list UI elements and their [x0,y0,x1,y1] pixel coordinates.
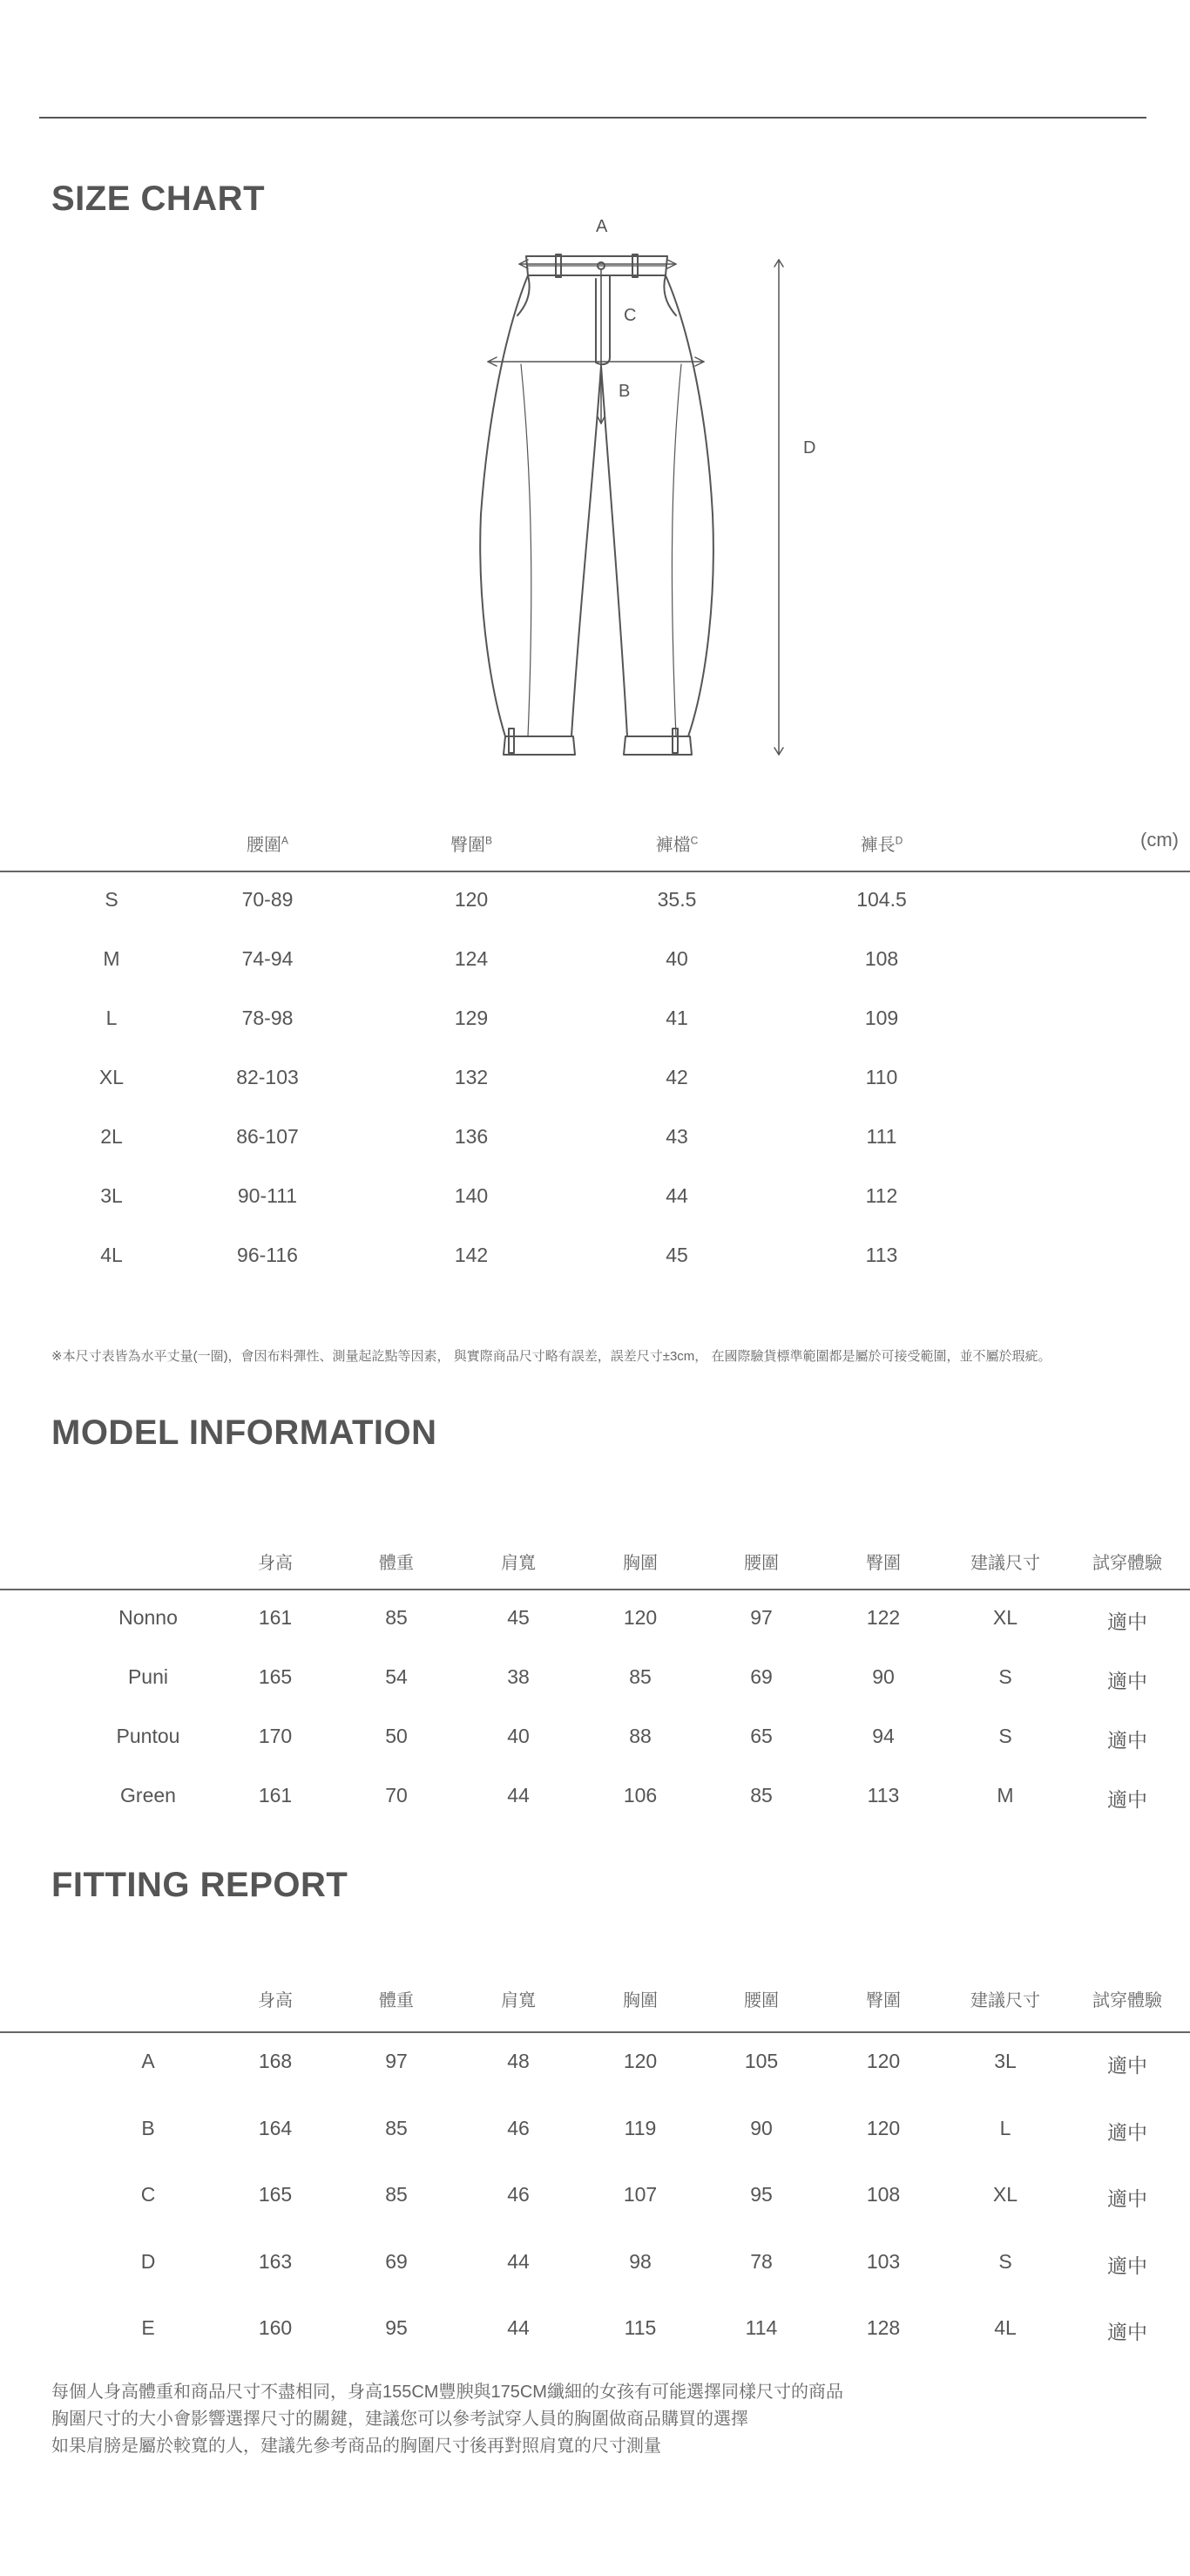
model_information-col-header: 臀圍 [866,1554,901,1573]
fitting_report-cell: 98 [629,2249,652,2273]
size-row-label: 3L [100,1184,123,1207]
model_information-row-label: Nonno [118,1606,178,1629]
size-cell: 74-94 [241,947,294,970]
size-col-header-sup: D [895,834,903,847]
fitting-note-1: 每個人身高體重和商品尺寸不盡相同，身高155CM豐腴與175CM纖細的女孩有可能選擇同樣尺寸的商品 [51,2383,843,2402]
size-unit: (cm) [1140,829,1179,851]
model_information-cell: XL [992,1606,1018,1629]
model_information-cell: 113 [867,1784,900,1807]
fitting_report-cell: 69 [385,2249,408,2273]
fitting_report-cell: 適中 [1107,2187,1147,2210]
fitting_report-col-header: 肩寬 [501,1991,536,2010]
model_information-cell: 106 [623,1784,658,1807]
fitting_report-row-label: C [140,2183,156,2206]
model_information-cell: 170 [258,1725,293,1747]
size-cell: 109 [864,1007,899,1029]
size-col-header-label: 褲檔 [655,836,691,855]
size-cell: 120 [454,888,489,911]
model_information-cell: 94 [872,1725,895,1747]
fitting_report-cell: 163 [258,2249,293,2273]
size-cell: 44 [666,1184,688,1207]
size-col-header [616,830,738,856]
model_information-cell: 69 [750,1665,773,1688]
fitting_report-cell: 95 [385,2316,408,2339]
label-c: C [624,306,637,325]
label-b: B [619,382,631,401]
fitting_report-row-label: A [141,2050,155,2072]
model_information-col-header: 腰圍 [744,1554,779,1573]
size-chart-title: SIZE CHART [51,180,265,218]
label-a: A [596,217,608,236]
fitting_report-col-header: 臀圍 [866,1991,901,2010]
fitting_report-cell: 168 [258,2050,293,2072]
size-col-header [410,830,532,856]
fitting_report-cell: S [998,2249,1012,2273]
size-cell: 43 [666,1125,688,1148]
model_information-cell: 70 [385,1784,408,1807]
size-col-header-sup: C [690,834,699,847]
fitting_report-cell: 119 [624,2116,657,2139]
fitting_report-cell: 46 [507,2183,530,2206]
model_information-cell: 85 [385,1606,408,1629]
size-cell: 90-111 [237,1184,298,1207]
model_information-col-header: 試穿體驗 [1092,1554,1162,1573]
size-row-label: S [105,888,118,911]
size-col-header-sup: B [484,834,492,847]
model-information-title: MODEL INFORMATION [51,1413,437,1452]
model_information-cell: S [998,1665,1012,1688]
fitting_report-cell: 85 [385,2116,408,2139]
model_information-row-label: Puni [127,1665,169,1688]
model_information-col-header: 建議尺寸 [970,1554,1040,1573]
size-cell: 35.5 [657,888,697,911]
fitting_report-cell: 44 [507,2316,530,2339]
fitting_report-row-label: E [141,2316,155,2339]
size-cell: 70-89 [241,888,294,911]
size-cell: 104.5 [856,888,907,911]
model_information-col-header: 肩寬 [501,1554,536,1573]
fitting_report-cell: 165 [258,2183,293,2206]
fitting_report-cell: 105 [744,2050,779,2072]
fitting-report-title: FITTING REPORT [51,1866,348,1904]
fitting_report-cell: 85 [385,2183,408,2206]
size-cell: 140 [454,1184,489,1207]
label-d: D [803,438,816,458]
model_information-cell: 65 [750,1725,773,1747]
size-cell: 82-103 [236,1066,299,1088]
fitting_report-col-header: 試穿體驗 [1092,1991,1162,2010]
size-col-header-label: 腰圍 [246,836,281,855]
size-cell: 132 [454,1066,489,1088]
model_information-cell: M [997,1784,1014,1807]
model_information-cell: S [998,1725,1012,1747]
model_information-cell: 165 [258,1665,293,1688]
size-cell: 96-116 [237,1244,298,1266]
size-row-label: M [103,947,120,970]
fitting_report-cell: 44 [507,2249,530,2273]
fitting_report-cell: 78 [750,2249,773,2273]
model_information-cell: 適中 [1107,1729,1147,1752]
model_information-cell: 85 [750,1784,773,1807]
size-col-header-label: 褲長 [860,836,896,855]
fitting_report-cell: 120 [866,2050,901,2072]
fitting-note-2: 胸圍尺寸的大小會影響選擇尺寸的關鍵，建議您可以參考試穿人員的胸圍做商品購買的選擇 [51,2410,748,2429]
model_information-col-header: 體重 [379,1554,414,1573]
model_information-cell: 45 [507,1606,530,1629]
model_information-cell: 161 [258,1784,293,1807]
fitting_report-cell: 120 [866,2116,901,2139]
fitting_report-cell: 160 [258,2316,293,2339]
size-cell: 129 [454,1007,489,1029]
fitting_report-cell: XL [992,2183,1018,2206]
model_information-cell: 97 [750,1606,773,1629]
size-cell: 113 [865,1244,898,1266]
model_information-cell: 40 [507,1725,530,1747]
fitting_report-col-header: 腰圍 [744,1991,779,2010]
size-col-header-sup: A [281,834,288,847]
fitting_report-cell: 115 [624,2316,657,2339]
model_information-cell: 適中 [1107,1788,1147,1811]
fitting_report-cell: 103 [866,2249,901,2273]
fitting_report-cell: 95 [750,2183,773,2206]
size-cell: 124 [454,947,489,970]
size-cell: 41 [666,1007,688,1029]
fitting_report-cell: 128 [866,2316,901,2339]
size-row-label: L [105,1007,118,1029]
size-row-label: 4L [100,1244,123,1266]
model_information-cell: 44 [507,1784,530,1807]
fitting_report-cell: 97 [385,2050,408,2072]
model_information-cell: 122 [866,1606,901,1629]
size-cell: 142 [454,1244,489,1266]
fitting_report-cell: 90 [750,2116,773,2139]
fitting_report-cell: 適中 [1107,2054,1147,2077]
size-col-header-label: 臀圍 [450,836,485,855]
size-cell: 40 [666,947,688,970]
fitting_report-cell: 108 [866,2183,901,2206]
fitting_report-col-header: 身高 [258,1991,293,2010]
fitting_report-cell: 120 [623,2050,658,2072]
size-cell: 78-98 [241,1007,294,1029]
model_information-cell: 50 [385,1725,408,1747]
size-cell: 86-107 [236,1125,299,1148]
model_information-cell: 38 [507,1665,530,1688]
model_information-row-label: Green [120,1784,176,1807]
model_information-cell: 適中 [1107,1670,1147,1692]
fitting_report-row-label: B [141,2116,155,2139]
size-cell: 45 [666,1244,688,1266]
size-note: ※本尺寸表皆為水平丈量(一圈)，會因布料彈性、測量起訖點等因素， 與實際商品尺寸略有誤差，誤差尺寸±3cm， 在國際驗貨標準範圍都是屬於可接受範圍，並不屬於瑕疵。 [51,1349,1051,1364]
model_information-col-header: 身高 [258,1554,293,1573]
fitting_report-col-header: 胸圍 [623,1991,658,2010]
size-col-header [821,830,943,856]
model_information-cell: 120 [623,1606,658,1629]
fitting_report-cell: 3L [994,2050,1017,2072]
fitting_report-cell: 107 [623,2183,658,2206]
model_information-col-header: 胸圍 [623,1554,658,1573]
model_information-cell: 161 [258,1606,293,1629]
size-header-divider [0,871,1190,872]
model_information-cell: 適中 [1107,1610,1147,1633]
fitting_report-cell: L [999,2116,1011,2139]
left-leg-outline [480,275,528,736]
fitting_report-cell: 164 [258,2116,293,2139]
size-col-header [206,830,328,856]
fitting_report-col-header: 體重 [379,1991,414,2010]
model_information-cell: 85 [629,1665,652,1688]
model_information-cell: 88 [629,1725,652,1747]
model_information-row-label: Puntou [116,1725,180,1747]
fitting-header-divider [0,2031,1190,2033]
fitting_report-col-header: 建議尺寸 [970,1991,1040,2010]
size-cell: 136 [454,1125,489,1148]
fitting-note-3: 如果肩膀是屬於較寬的人，建議先參考商品的胸圍尺寸後再對照肩寬的尺寸測量 [51,2437,661,2456]
size-cell: 108 [864,947,899,970]
fitting_report-cell: 48 [507,2050,530,2072]
top-divider [39,117,1146,119]
model-header-divider [0,1589,1190,1590]
size-cell: 110 [865,1066,898,1088]
fitting_report-cell: 適中 [1107,2321,1147,2343]
size-cell: 112 [865,1184,898,1207]
size-row-label: 2L [100,1125,123,1148]
fitting_report-cell: 適中 [1107,2254,1147,2277]
size-cell: 42 [666,1066,688,1088]
fitting_report-cell: 46 [507,2116,530,2139]
fitting_report-cell: 4L [994,2316,1017,2339]
fitting_report-row-label: D [140,2249,156,2273]
size-row-label: XL [98,1066,125,1088]
pants-diagram [453,209,836,767]
fitting_report-cell: 114 [745,2316,778,2339]
fitting_report-cell: 適中 [1107,2120,1147,2144]
model_information-cell: 90 [872,1665,895,1688]
size-cell: 111 [866,1125,897,1148]
model_information-cell: 54 [385,1665,408,1688]
